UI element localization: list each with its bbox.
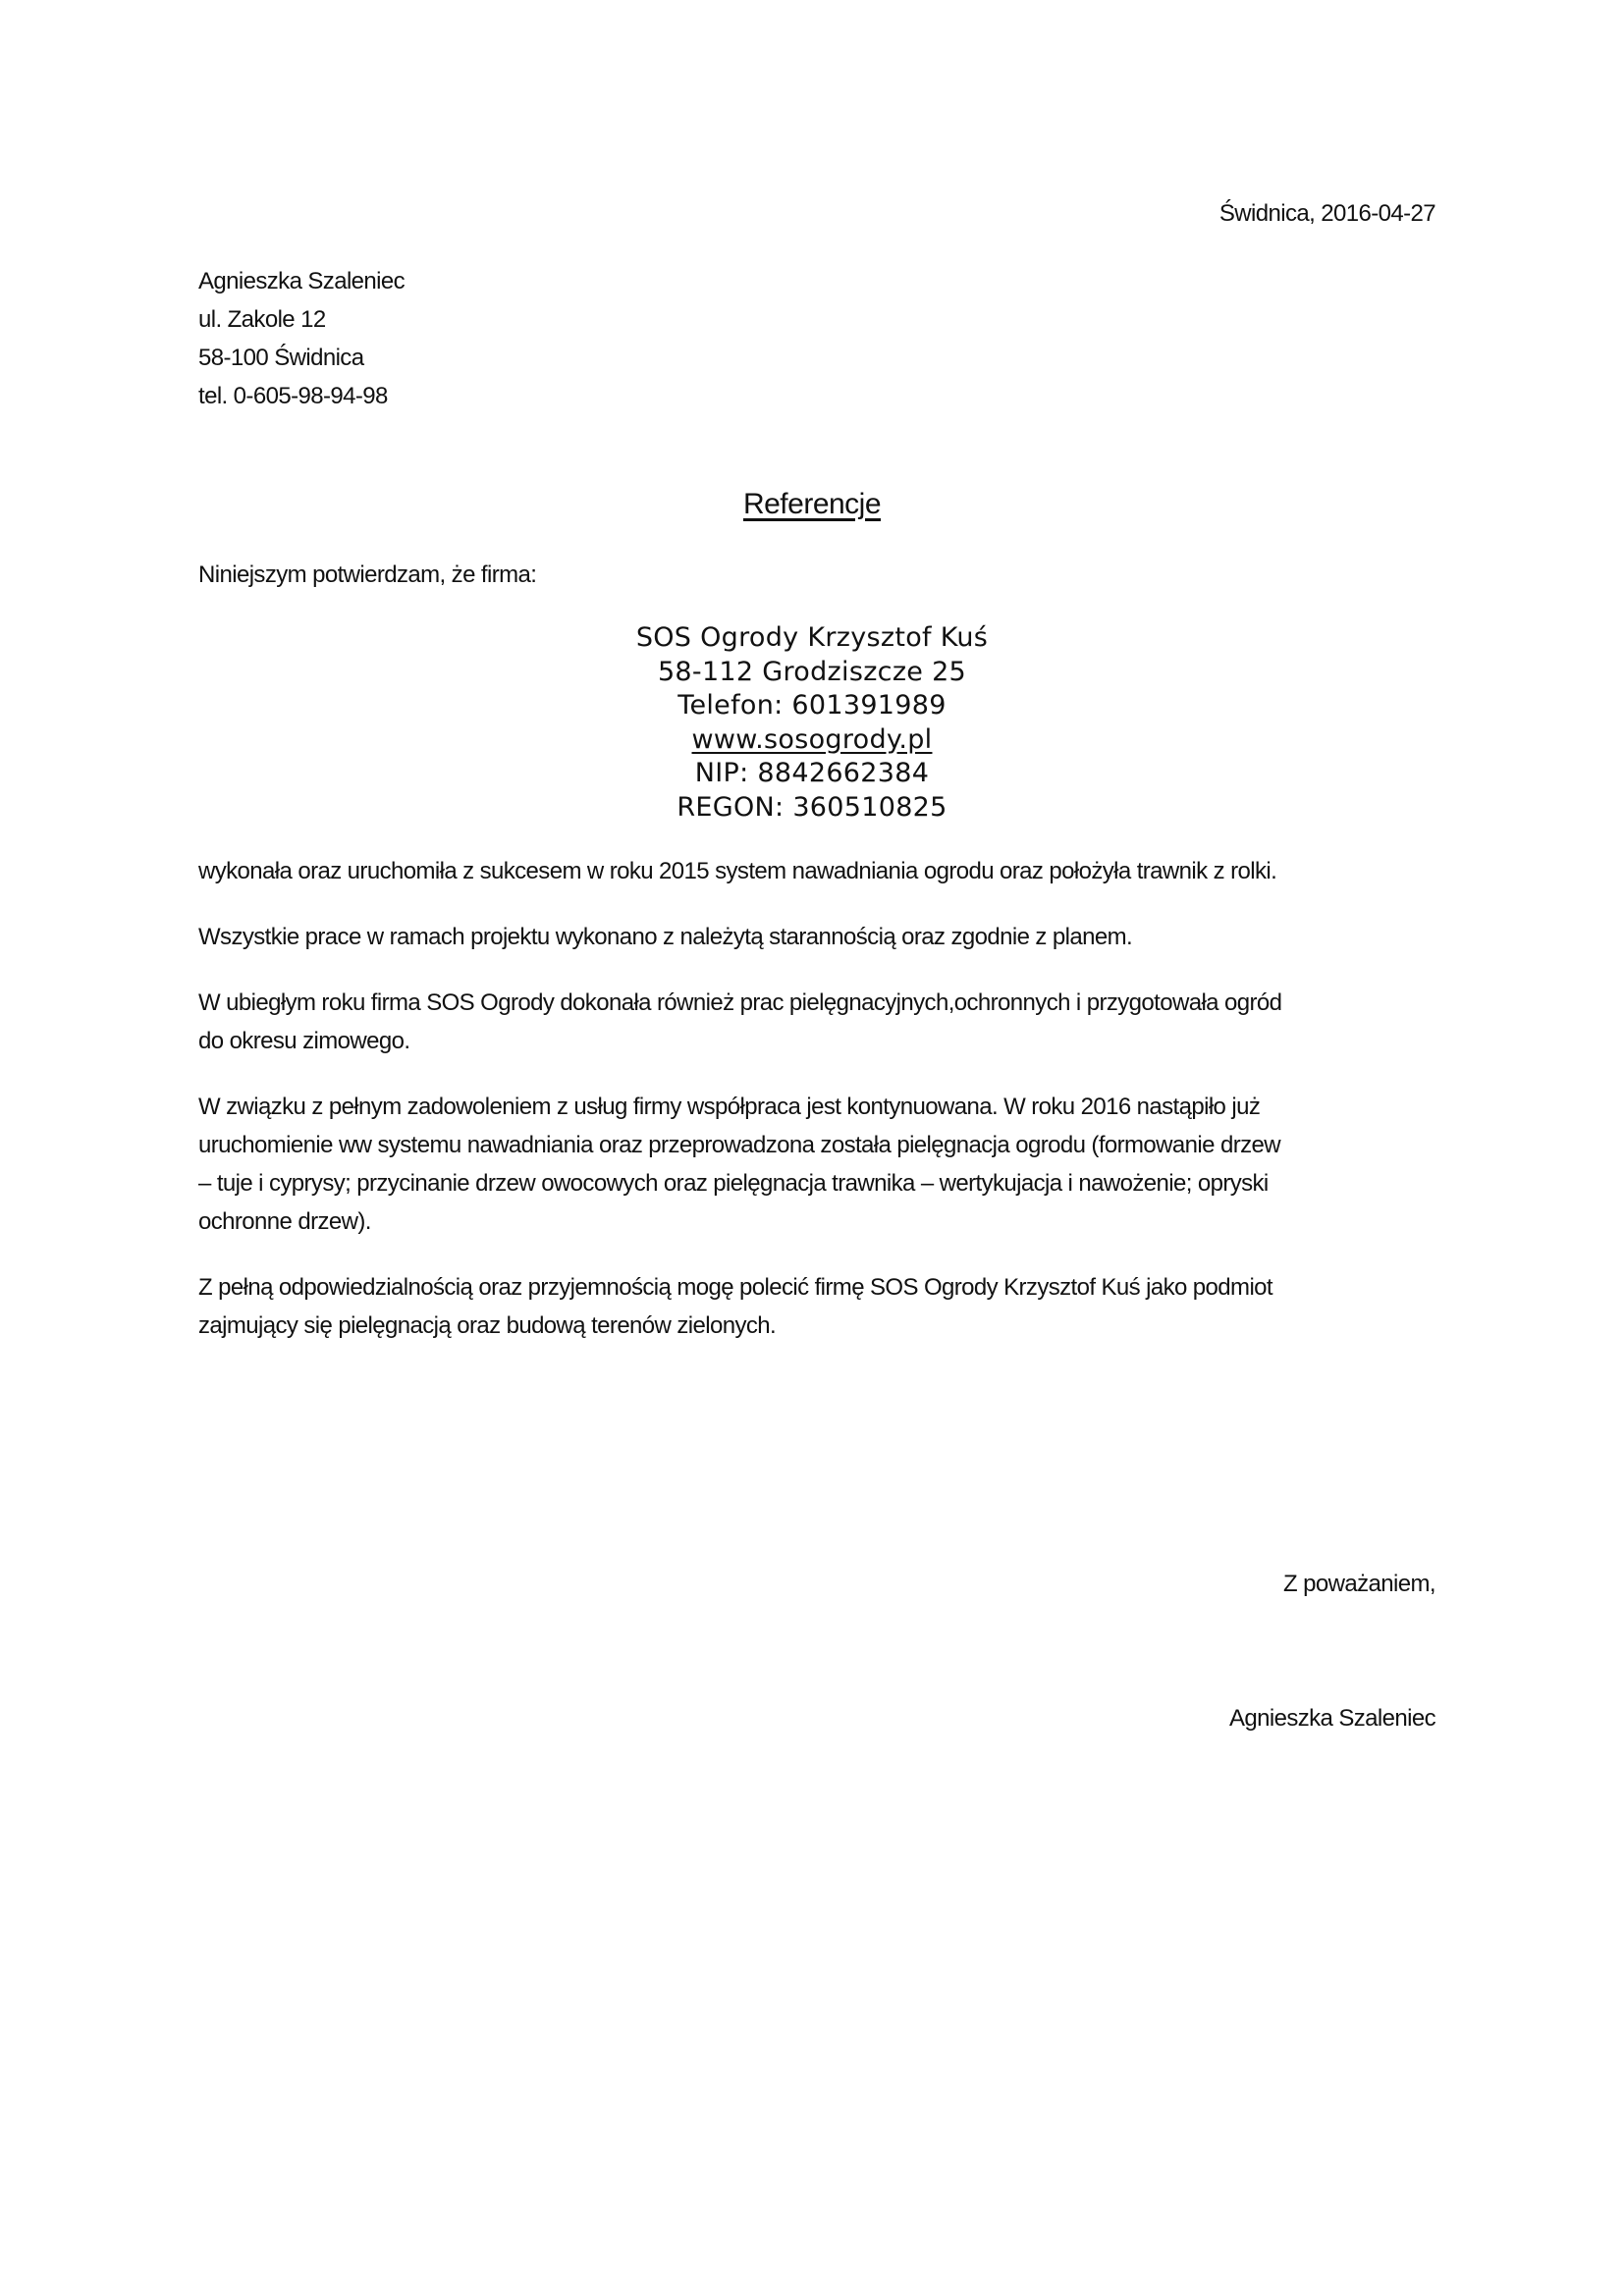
sender-street: ul. Zakole 12 [198,306,326,333]
company-regon: REGON: 360510825 [677,791,947,823]
paragraph-line: W ubiegłym roku firma SOS Ogrody dokonała również prac pielęgnacyjnych,ochronnych i przygotowała ogród [198,989,1282,1016]
sender-phone: tel. 0-605-98-94-98 [198,383,388,409]
company-details-block [0,621,1624,825]
company-nip: NIP: 8842662384 [694,758,930,788]
paragraph-line: uruchomienie ww systemu nawadniania oraz przeprowadzona została pielęgnacja ogrodu (formowanie drzew [198,1132,1280,1158]
paragraph-line: zajmujący się pielęgnacją oraz budową terenów zielonych. [198,1312,777,1339]
sender-city: 58-100 Świdnica [198,345,364,371]
signature-name: Agnieszka Szaleniec [1228,1705,1435,1732]
closing-phrase: Z poważaniem, [1283,1571,1435,1597]
paragraph-line: ochronne drzew). [198,1208,371,1235]
place-date: Świdnica, 2016-04-27 [1218,200,1435,227]
company-address: 58-112 Grodziszcze 25 [657,656,967,687]
company-name: SOS Ogrody Krzysztof Kuś [635,622,989,653]
paragraph-line: wykonała oraz uruchomiła z sukcesem w roku 2015 system nawadniania ogrodu oraz położyła trawnik z rolki. [198,858,1277,884]
paragraph-line: do okresu zimowego. [198,1028,410,1054]
paragraph-line: Wszystkie prace w ramach projektu wykonano z należytą starannością oraz zgodnie z planem. [198,924,1133,950]
company-phone: Telefon: 601391989 [677,690,947,721]
company-website-link[interactable]: www.sosogrody.pl [691,723,933,755]
document-title: Referencje [742,488,882,520]
paragraph-line: Z pełną odpowiedzialnością oraz przyjemnością mogę polecić firmę SOS Ogrody Krzysztof Kuś jako podmiot [198,1274,1272,1301]
intro-text: Niniejszym potwierdzam, że firma: [198,561,537,588]
sender-name: Agnieszka Szaleniec [198,268,406,294]
paragraph-line: W związku z pełnym zadowoleniem z usług firmy współpraca jest kontynuowana. W roku 2016 nastąpiło już [198,1094,1261,1120]
document-title-row [0,487,1624,522]
paragraph-line: – tuje i cyprysy; przycinanie drzew owocowych oraz pielęgnacja trawnika – wertykujacja i nawożenie; opryski [198,1170,1269,1197]
